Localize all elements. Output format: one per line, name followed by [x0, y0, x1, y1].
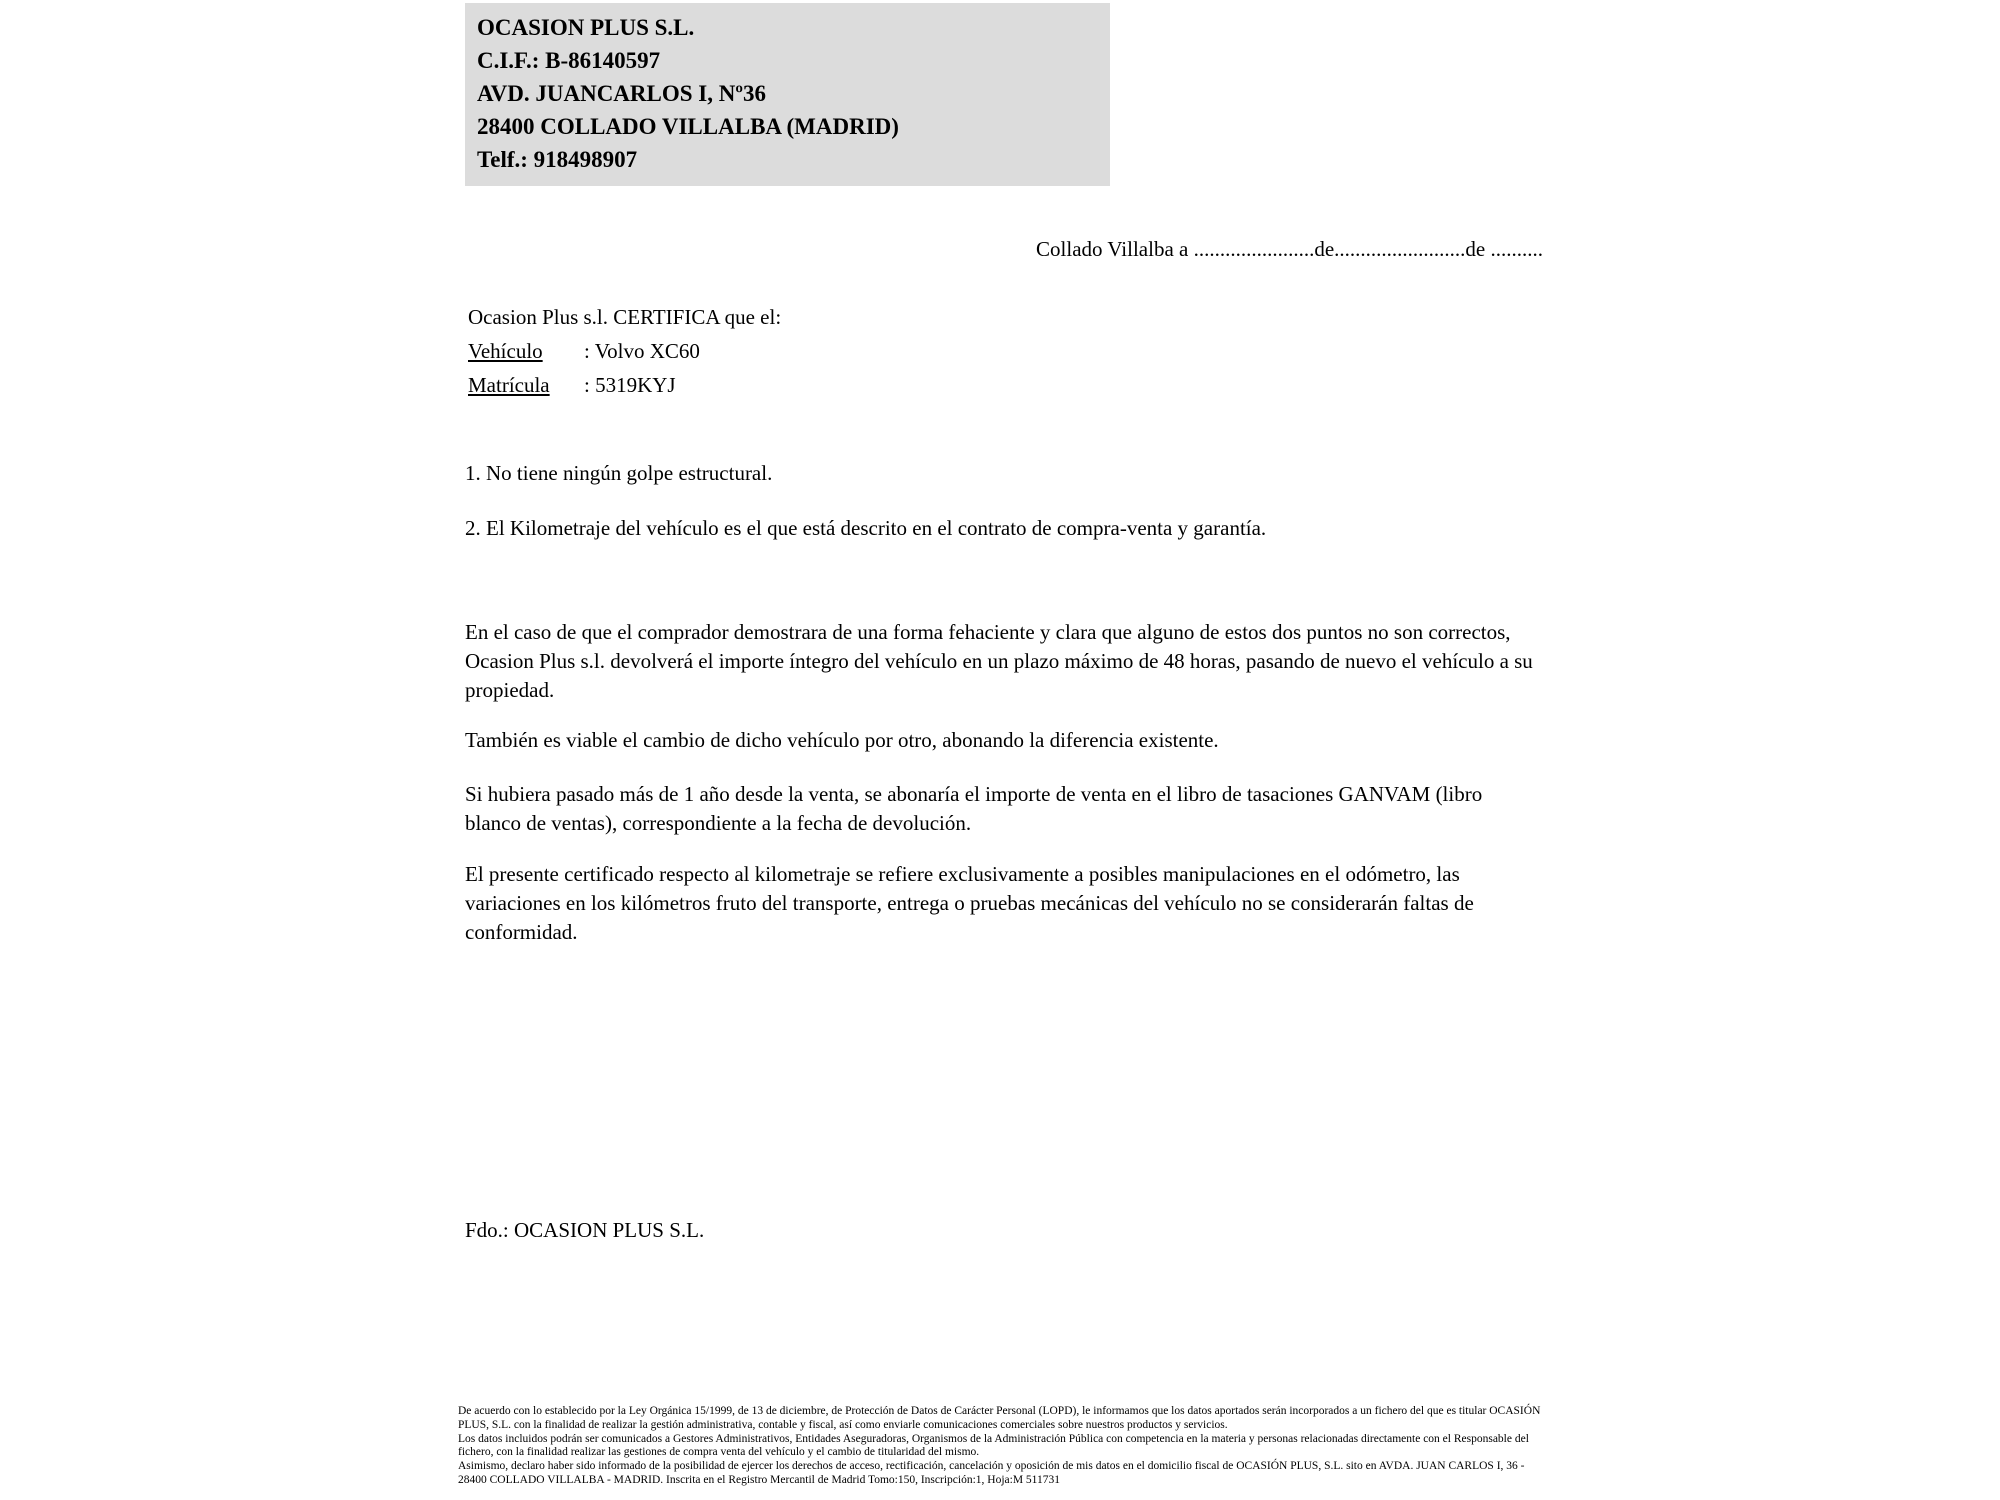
legal-footer-paragraph-lopd: De acuerdo con lo establecido por la Ley Orgánica 15/1999, de 13 de diciembre, de Protección de Datos de Carácter Personal (LOPD), le informamos que los datos aportados serán incorporados a un fichero del que es titular OCASIÓN PLUS, S.L. con la finalidad de realizar la gestión administrativa, contable y fiscal, así como enviarle comunicaciones comerciales sobre nuestros productos y servicios.	[458, 1405, 1541, 1431]
body-paragraph-odometer: El presente certificado respecto al kilometraje se refiere exclusivamente a posibles manipulaciones en el odómetro, las variaciones en los kilómetros fruto del transporte, entrega o pruebas mecánicas del vehículo no se considerarán faltas de conformidad.	[465, 862, 1474, 944]
date-line: Collado Villalba a .......................de.........................de ..........	[1036, 237, 1543, 261]
legal-footer-paragraph-rights: Asimismo, declaro haber sido informado de la posibilidad de ejercer los derechos de acceso, rectificación, cancelación y oposición de mis datos en el domicilio fiscal de OCASIÓN PLUS, S.L. sito en AVDA. JUAN CARLOS I, 36 - 28400 COLLADO VILLALBA - MADRID. Inscrita en el Registro Mercantil de Madrid Tomo:150, Inscripción:1, Hoja:M 511731	[458, 1460, 1525, 1486]
vehicle-line	[468, 334, 1543, 368]
company-phone: Telf.: 918498907	[477, 147, 638, 172]
vehicle-label-text: Vehículo	[468, 339, 543, 363]
condition-point-1: 1. No tiene ningún golpe estructural.	[465, 461, 773, 485]
company-header-box	[465, 3, 1110, 186]
legal-footer-paragraph-data-sharing: Los datos incluidos podrán ser comunicados a Gestores Administrativos, Entidades Aseguradoras, Organismos de la Administración Pública con competencia en la materia y personas relacionadas directamente con el Responsable del fichero, con la finalidad realizar las gestiones de compra venta del vehículo y el cambio de titularidad del mismo.	[458, 1432, 1529, 1459]
condition-point-2: 2. El Kilometraje del vehículo es el que está descrito en el contrato de compra-venta y garantía.	[465, 516, 1267, 540]
plate-label	[468, 368, 584, 402]
signature-line: Fdo.: OCASION PLUS S.L.	[465, 1218, 705, 1242]
vehicle-value: : Volvo XC60	[584, 339, 700, 363]
body-paragraph-exchange: También es viable el cambio de dicho vehículo por otro, abonando la diferencia existente.	[465, 728, 1219, 752]
body-paragraph-ganvam: Si hubiera pasado más de 1 año desde la venta, se abonaría el importe de venta en el libro de tasaciones GANVAM (libro blanco de ventas), correspondiente a la fecha de devolución.	[465, 782, 1483, 835]
company-address: AVD. JUANCARLOS I, Nº36	[477, 81, 766, 106]
vehicle-label	[468, 334, 584, 368]
plate-line	[468, 368, 1543, 402]
company-name: OCASION PLUS S.L.	[477, 15, 695, 40]
company-cif: C.I.F.: B-86140597	[477, 48, 661, 73]
body-paragraph-refund: En el caso de que el comprador demostrara de una forma fehaciente y clara que alguno de estos dos puntos no son correctos, Ocasion Plus s.l. devolverá el importe íntegro del vehículo en un plazo máximo de 48 horas, pasando de nuevo el vehículo a su propiedad.	[465, 620, 1533, 702]
company-city: 28400 COLLADO VILLALBA (MADRID)	[477, 114, 899, 139]
certificate-intro: Ocasion Plus s.l. CERTIFICA que el:	[468, 305, 782, 329]
certificate-block	[468, 300, 1543, 402]
plate-value: : 5319KYJ	[584, 373, 676, 397]
legal-footer	[458, 1405, 1550, 1488]
plate-label-text: Matrícula	[468, 373, 550, 397]
